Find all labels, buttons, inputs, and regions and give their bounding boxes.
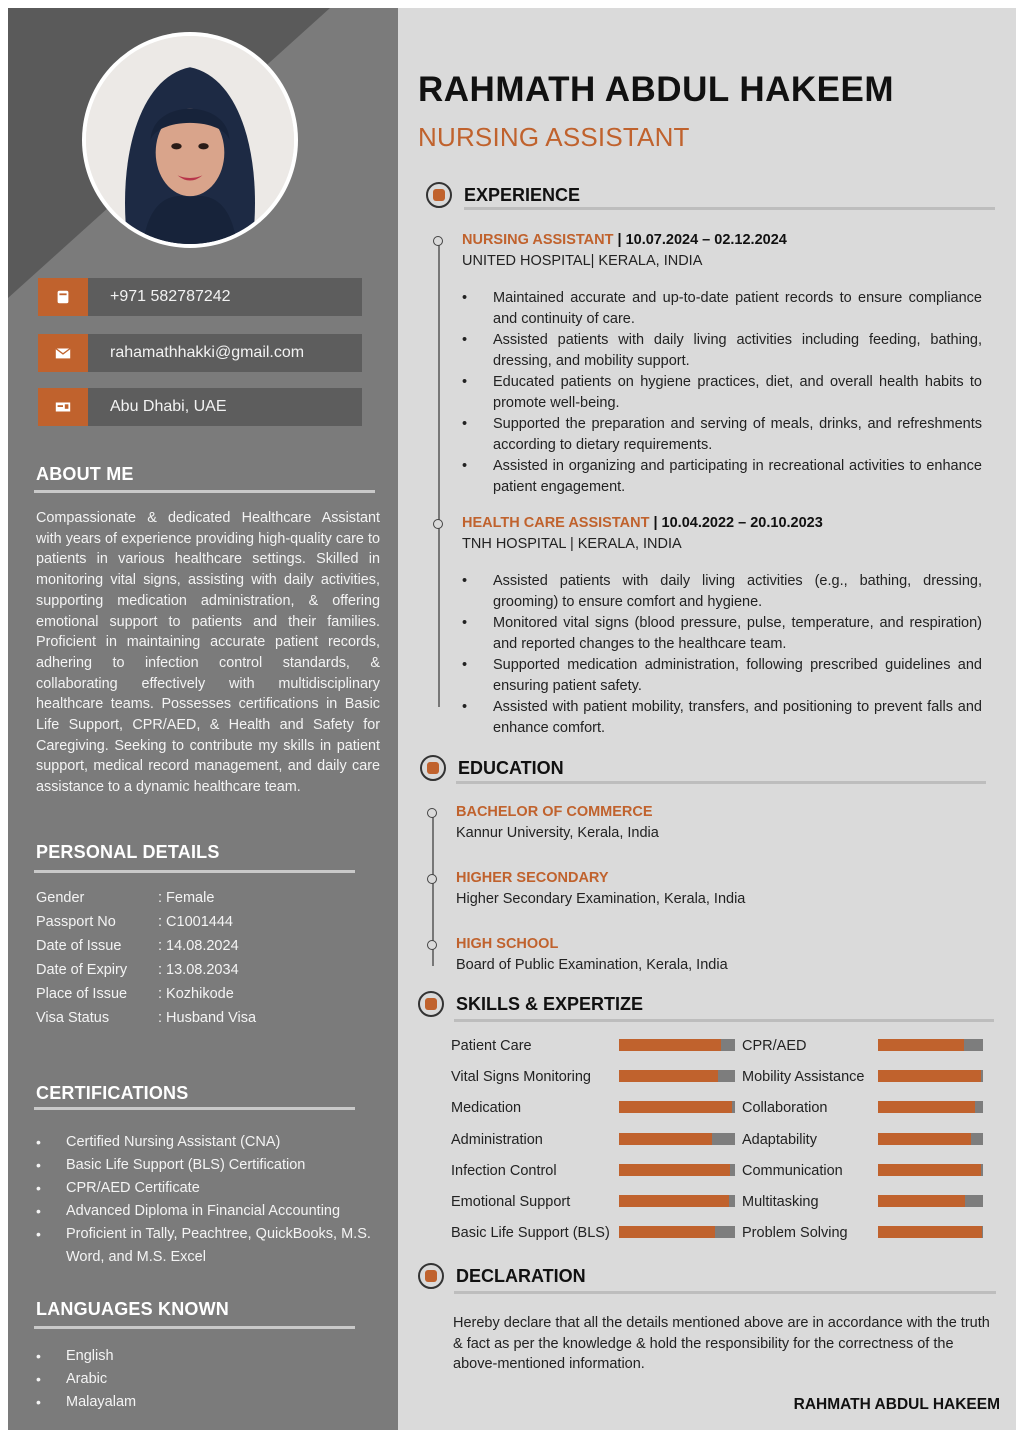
personal-heading: PERSONAL DETAILS — [36, 842, 220, 862]
job-responsibilities — [462, 571, 982, 739]
languages-divider — [34, 1326, 355, 1329]
detail-row: Place of Issue : Kozhikode — [36, 986, 234, 1002]
skill-label: Collaboration — [742, 1100, 828, 1117]
skill-level-bar — [619, 1101, 735, 1113]
contact-phone[interactable] — [38, 278, 362, 316]
certifications-heading: CERTIFICATIONS — [36, 1083, 189, 1103]
experience-heading: EXPERIENCE — [464, 184, 581, 205]
email-icon — [38, 334, 88, 372]
candidate-name: RAHMATH ABDUL HAKEEM — [418, 70, 894, 109]
phone-number: +971 582787242 — [88, 278, 362, 316]
job-title: NURSING ASSISTANT — [462, 232, 614, 248]
degree-title: BACHELOR OF COMMERCE — [456, 804, 653, 820]
location-card-icon — [38, 388, 88, 426]
skill-level-bar — [619, 1226, 735, 1238]
skill-level-bar — [619, 1039, 735, 1051]
declaration-text: Hereby declare that all the details mentioned above are in accordance with the truth & fact as per the knowledge & hold the responsibility for the correctness of the above-mentioned information. — [453, 1315, 990, 1373]
skill-level-bar — [619, 1164, 735, 1176]
resume-page — [8, 8, 1016, 1430]
skill-level-fill — [878, 1195, 965, 1207]
institution: Board of Public Examination, Kerala, India — [456, 957, 728, 973]
timeline-node — [433, 236, 443, 246]
declaration-divider — [454, 1291, 996, 1294]
certifications-list — [36, 1131, 376, 1269]
about-heading: ABOUT ME — [36, 464, 134, 484]
declaration-section-header — [418, 1263, 586, 1289]
detail-row: Visa Status : Husband Visa — [36, 1010, 257, 1026]
list-item: • Supported the preparation and serving of meals, drinks, and refreshments according to dietary requirements. — [462, 414, 982, 456]
skill-level-fill — [878, 1133, 971, 1145]
languages-list — [36, 1345, 336, 1414]
email-address: rahamathhakki@gmail.com — [88, 334, 362, 372]
about-divider — [34, 490, 375, 493]
job-employer: TNH HOSPITAL | KERALA, INDIA — [462, 536, 682, 552]
skill-label: Communication — [742, 1162, 843, 1179]
job-responsibilities — [462, 288, 982, 498]
skill-level-fill — [619, 1070, 718, 1082]
skill-label: Emotional Support — [451, 1194, 571, 1210]
list-item: • Basic Life Support (BLS) Certification — [36, 1154, 376, 1177]
skill-label: Basic Life Support (BLS) — [451, 1225, 610, 1242]
lightbulb-icon — [418, 991, 444, 1017]
declaration-heading: DECLARATION — [456, 1265, 586, 1286]
detail-row: Date of Expiry : 13.08.2034 — [36, 962, 239, 978]
skill-level-bar — [878, 1226, 983, 1238]
candidate-role: NURSING ASSISTANT — [418, 122, 690, 152]
job-dates: | 10.04.2022 – 20.10.2023 — [649, 515, 823, 531]
skill-level-fill — [619, 1226, 715, 1238]
timeline-node — [433, 519, 443, 529]
skill-level-bar — [878, 1133, 983, 1145]
timeline-node — [427, 940, 437, 950]
detail-row: Passport No : C1001444 — [36, 914, 233, 930]
avatar-illustration — [86, 36, 294, 244]
skill-level-bar — [878, 1195, 983, 1207]
personal-details — [36, 886, 366, 1030]
skill-level-fill — [619, 1195, 729, 1207]
list-item: • Assisted with patient mobility, transfers, and positioning to prevent falls and enhance comfort. — [462, 697, 982, 739]
skill-level-bar — [619, 1133, 735, 1145]
skill-level-fill — [878, 1039, 964, 1051]
certifications-divider — [34, 1107, 355, 1110]
skill-level-fill — [619, 1164, 730, 1176]
skill-level-bar — [878, 1101, 983, 1113]
list-item: • Assisted patients with daily living activities including feeding, bathing, dressing, and mobility support. — [462, 330, 982, 372]
education-entry — [456, 934, 728, 976]
skill-level-fill — [878, 1164, 981, 1176]
job-entry — [462, 230, 982, 498]
phone-icon — [38, 278, 88, 316]
experience-section-header — [426, 182, 580, 208]
skill-level-fill — [619, 1039, 721, 1051]
skill-level-fill — [878, 1070, 981, 1082]
education-divider — [456, 781, 986, 784]
skill-label: Medication — [451, 1100, 522, 1117]
briefcase-icon — [426, 182, 452, 208]
languages-heading: LANGUAGES KNOWN — [36, 1299, 229, 1319]
list-item: • Assisted in organizing and participating in recreational activities to enhance patient engagement. — [462, 456, 982, 498]
degree-title: HIGHER SECONDARY — [456, 870, 609, 886]
contact-location — [38, 388, 362, 426]
megaphone-icon — [418, 1263, 444, 1289]
skills-divider — [454, 1019, 994, 1022]
contact-email[interactable] — [38, 334, 362, 372]
skills-heading: SKILLS & EXPERTIZE — [456, 993, 644, 1014]
skill-label: Administration — [451, 1131, 543, 1148]
skill-label: Problem Solving — [742, 1225, 848, 1242]
experience-divider — [464, 207, 995, 210]
skill-level-bar — [878, 1039, 983, 1051]
location-text: Abu Dhabi, UAE — [88, 388, 362, 426]
skill-label: Infection Control — [451, 1162, 557, 1179]
skill-label: CPR/AED — [742, 1038, 807, 1054]
skill-level-fill — [878, 1101, 975, 1113]
job-entry — [462, 513, 982, 739]
education-heading: EDUCATION — [458, 757, 564, 778]
list-item: • Arabic — [36, 1368, 336, 1391]
detail-row: Date of Issue : 14.08.2024 — [36, 938, 239, 954]
list-item: • Proficient in Tally, Peachtree, QuickBooks, M.S. Word, and M.S. Excel — [36, 1223, 376, 1269]
profile-photo — [82, 32, 298, 248]
list-item: • CPR/AED Certificate — [36, 1177, 376, 1200]
skill-level-bar — [619, 1195, 735, 1207]
education-section-header — [420, 755, 564, 781]
list-item: • Educated patients on hygiene practices, diet, and overall health habits to promote well-being. — [462, 372, 982, 414]
list-item: • English — [36, 1345, 336, 1368]
graduation-icon — [420, 755, 446, 781]
skill-level-fill — [619, 1133, 712, 1145]
job-title: HEALTH CARE ASSISTANT — [462, 515, 650, 531]
skill-level-fill — [878, 1226, 982, 1238]
skill-label: Patient Care — [451, 1038, 532, 1054]
skill-label: Multitasking — [742, 1194, 819, 1210]
timeline-node — [427, 874, 437, 884]
skill-label: Mobility Assistance — [742, 1069, 865, 1086]
experience-timeline — [438, 241, 440, 707]
education-entry — [456, 802, 659, 844]
personal-divider — [34, 870, 355, 873]
list-item: • Monitored vital signs (blood pressure, pulse, temperature, and respiration) and reported changes to the healthcare team. — [462, 613, 982, 655]
job-dates: | 10.07.2024 – 02.12.2024 — [613, 232, 787, 248]
skill-level-bar — [878, 1070, 983, 1082]
skills-section-header — [418, 991, 643, 1017]
detail-row: Gender : Female — [36, 890, 215, 906]
timeline-node — [427, 808, 437, 818]
skill-level-bar — [878, 1164, 983, 1176]
skill-level-bar — [619, 1070, 735, 1082]
skill-level-fill — [619, 1101, 732, 1113]
institution: Kannur University, Kerala, India — [456, 825, 659, 841]
list-item: • Malayalam — [36, 1391, 336, 1414]
degree-title: HIGH SCHOOL — [456, 936, 559, 952]
institution: Higher Secondary Examination, Kerala, India — [456, 891, 746, 907]
list-item: • Certified Nursing Assistant (CNA) — [36, 1131, 376, 1154]
about-text: Compassionate & dedicated Healthcare Assistant with years of experience providing high-quality care to patients in various healthcare settings. Skilled in monitoring vital signs, assisting with daily activities, supporting medication administration, & offering emotional support to patients and their families. Proficient in maintaining accurate patient records, adhering to infection control standards, & collaborating effectively with multidisciplinary healthcare teams. Possesses certifications in Basic Life Support, CPR/AED, & Health and Safety for Caregiving. Seeking to contribute my skills in patient support, medical record management, and daily care assistance to a dynamic healthcare team. — [36, 510, 380, 796]
signature-name: RAHMATH ABDUL HAKEEM — [793, 1396, 1000, 1413]
list-item: • Maintained accurate and up-to-date patient records to ensure compliance and continuity of care. — [462, 288, 982, 330]
education-entry — [456, 868, 745, 910]
skill-label: Vital Signs Monitoring — [451, 1069, 591, 1086]
list-item: • Advanced Diploma in Financial Accounting — [36, 1200, 376, 1223]
job-employer: UNITED HOSPITAL| KERALA, INDIA — [462, 253, 703, 269]
skill-label: Adaptability — [742, 1131, 817, 1148]
list-item: • Assisted patients with daily living activities (e.g., bathing, dressing, grooming) to ensure comfort and hygiene. — [462, 571, 982, 613]
list-item: • Supported medication administration, following prescribed guidelines and ensuring patient safety. — [462, 655, 982, 697]
sidebar — [8, 8, 398, 1430]
